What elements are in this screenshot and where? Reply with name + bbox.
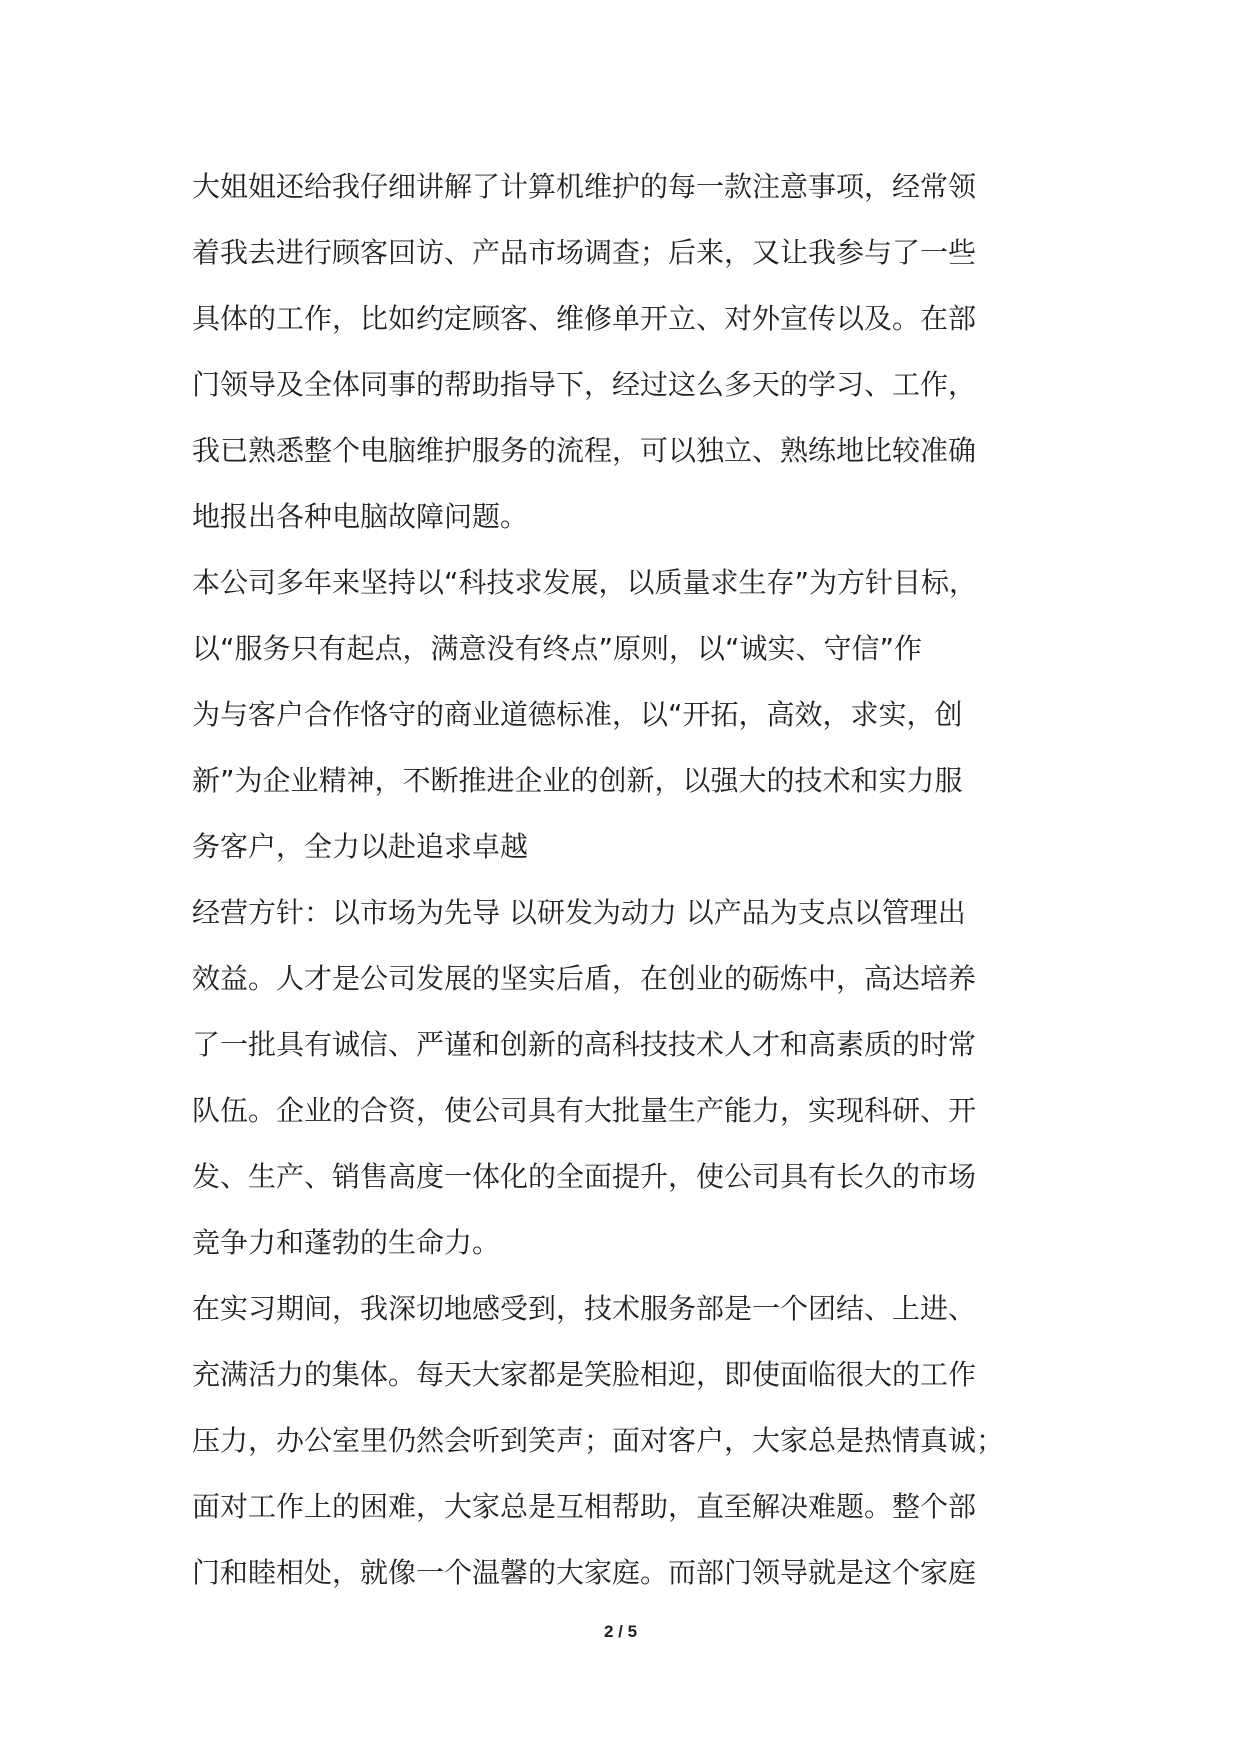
text-line: 具体的工作，比如约定顾客、维修单开立、对外宣传以及。在部 (192, 302, 977, 335)
text-line: 地报出各种电脑故障问题。 (192, 500, 529, 533)
text-line: 效益。人才是公司发展的坚实后盾，在创业的砺炼中，高达培养 (192, 962, 977, 995)
text-line: 新”为企业精神，不断推进企业的创新，以强大的技术和实力服 (192, 764, 963, 797)
paragraph-business-guideline (192, 880, 1052, 1276)
text-line: 充满活力的集体。每天大家都是笑脸相迎，即使面临很大的工作 (192, 1358, 977, 1391)
text-line: 务客户，全力以赴追求卓越 (192, 830, 529, 863)
page-number: 2 / 5 (603, 1622, 638, 1641)
text-line: 我已熟悉整个电脑维护服务的流程，可以独立、熟练地比较准确 (192, 434, 977, 467)
paragraph-internship-experience (192, 1276, 1052, 1606)
text-line: 着我去进行顾客回访、产品市场调查；后来，又让我参与了一些 (192, 236, 977, 269)
text-line: 面对工作上的困难，大家总是互相帮助，直至解决难题。整个部 (192, 1490, 977, 1523)
paragraph-company-policy (192, 550, 1052, 880)
text-line: 竞争力和蓬勃的生命力。 (192, 1226, 501, 1259)
text-line: 队伍。企业的合资，使公司具有大批量生产能力，实现科研、开 (192, 1094, 977, 1127)
text-line: 了一批具有诚信、严谨和创新的高科技技术人才和高素质的时常 (192, 1028, 977, 1061)
text-line: 为与客户合作恪守的商业道德标准，以“开拓，高效，求实，创 (192, 698, 963, 731)
text-line: 以“服务只有起点，满意没有终点”原则，以“诚实、守信”作 (192, 632, 923, 665)
text-line: 本公司多年来坚持以“科技求发展，以质量求生存”为方针目标， (192, 566, 978, 599)
text-line: 在实习期间，我深切地感受到，技术服务部是一个团结、上进、 (192, 1292, 977, 1325)
text-line: 压力，办公室里仍然会听到笑声；面对客户，大家总是热情真诚； (192, 1424, 1005, 1457)
text-line: 发、生产、销售高度一体化的全面提升，使公司具有长久的市场 (192, 1160, 977, 1193)
paragraph-computer-maintenance (192, 154, 1052, 550)
body-text (192, 154, 1052, 1606)
text-line: 大姐姐还给我仔细讲解了计算机维护的每一款注意事项，经常领 (192, 170, 977, 203)
text-line: 门和睦相处，就像一个温馨的大家庭。而部门领导就是这个家庭 (192, 1556, 977, 1589)
text-line: 门领导及全体同事的帮助指导下，经过这么多天的学习、工作， (192, 368, 977, 401)
text-line: 经营方针：以市场为先导 以研发为动力 以产品为支点以管理出 (192, 896, 966, 929)
